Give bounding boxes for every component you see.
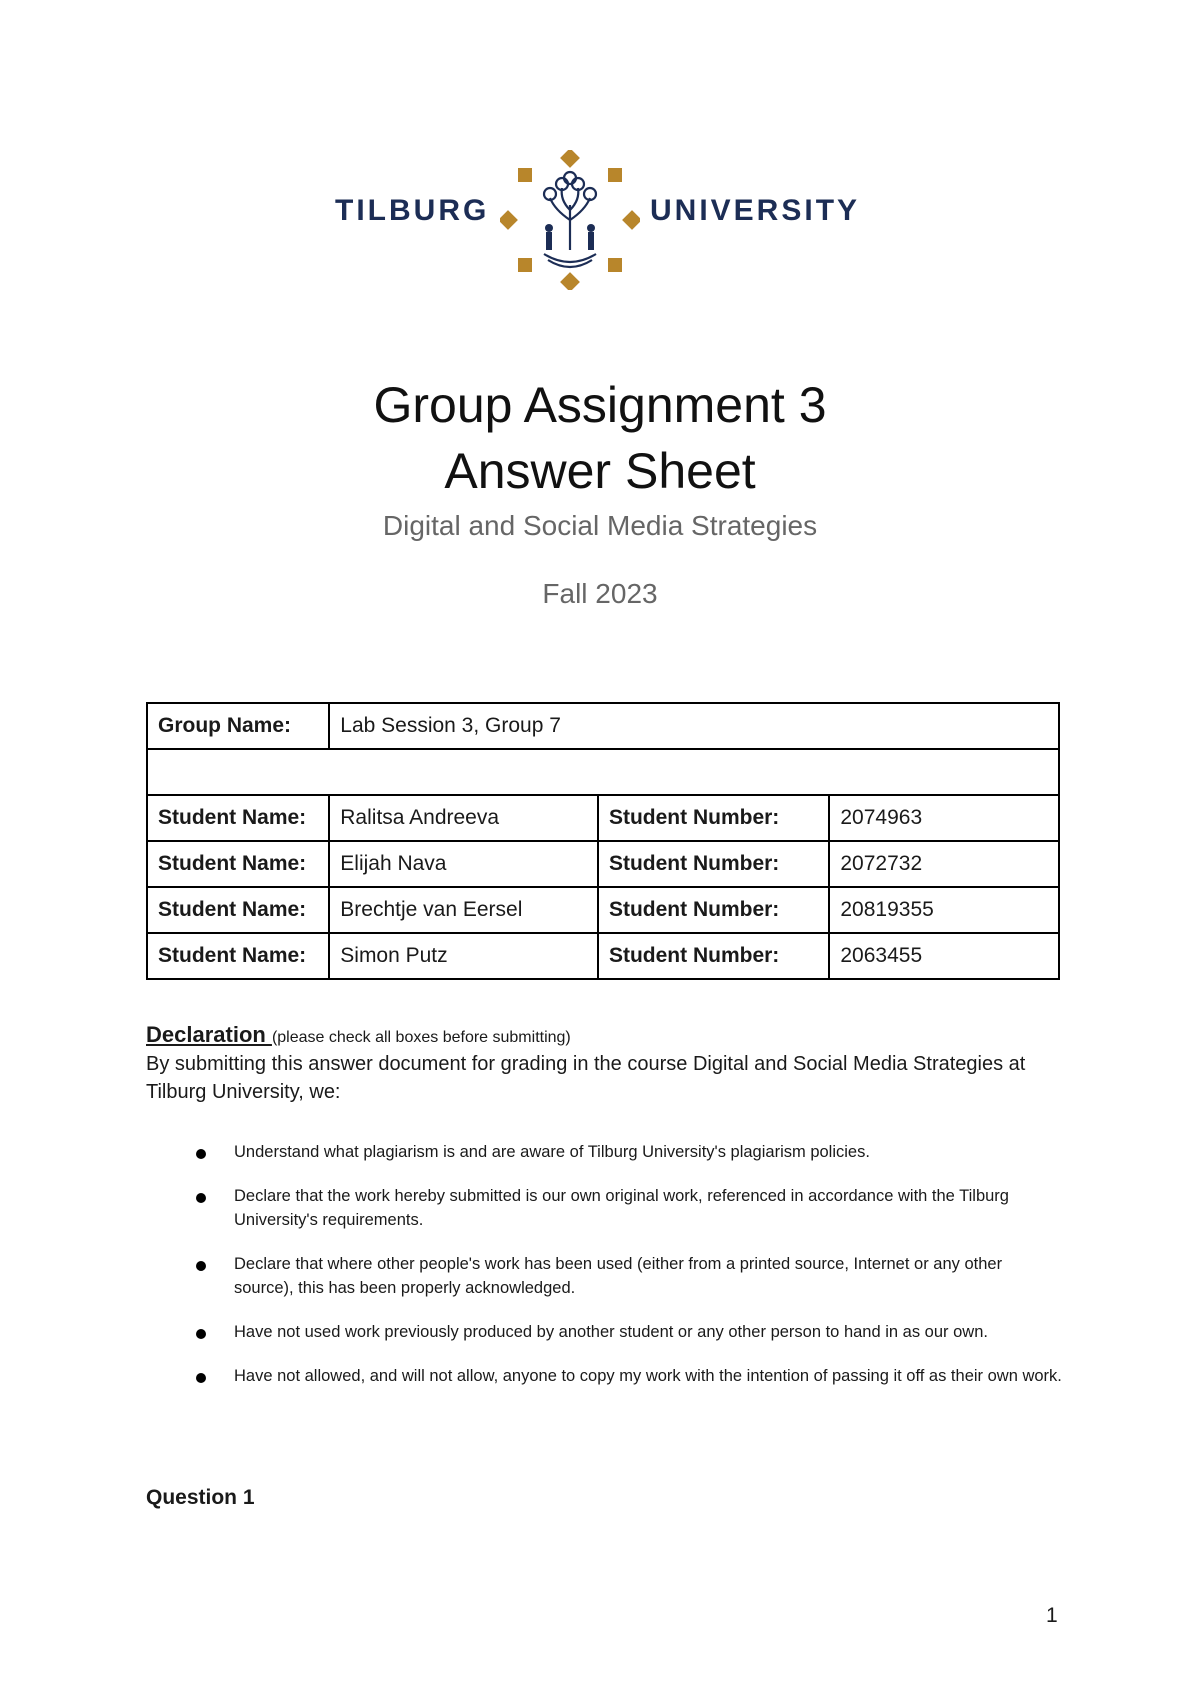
student-name-label: Student Name: <box>147 795 329 841</box>
student-number-label: Student Number: <box>598 841 829 887</box>
list-item-text: Have not allowed, and will not allow, anyone to copy my work with the intention of passing it off as their own work. <box>234 1367 1062 1385</box>
student-row <box>147 841 1059 887</box>
student-number-label: Student Number: <box>598 887 829 933</box>
declaration-intro: By submitting this answer document for grading in the course Digital and Social Media Strategies at Tilburg University, we: <box>146 1053 1026 1103</box>
student-number: 20819355 <box>829 887 1059 933</box>
student-name-label: Student Name: <box>147 887 329 933</box>
list-item <box>146 1252 1066 1300</box>
student-name: Brechtje van Eersel <box>329 887 598 933</box>
declaration-note: (please check all boxes before submitting) <box>271 1029 571 1046</box>
student-name: Ralitsa Andreeva <box>329 795 598 841</box>
spacer-row <box>147 749 1059 795</box>
document-title: Group Assignment 3 <box>373 377 827 433</box>
list-item-text: Understand what plagiarism is and are aware of Tilburg University's plagiarism policies. <box>234 1143 870 1161</box>
student-name-label: Student Name: <box>147 933 329 979</box>
university-seal-icon <box>500 150 640 290</box>
group-info-table <box>146 702 1060 980</box>
course-name: Digital and Social Media Strategies <box>382 510 818 541</box>
student-row <box>147 887 1059 933</box>
logo-left-word: TILBURG <box>335 194 490 227</box>
list-item-text: Declare that where other people's work has been used (either from a printed source, Internet or any other source), this has been properly acknowledged. <box>234 1255 1003 1297</box>
document-subtitle: Answer Sheet <box>444 443 756 499</box>
list-item <box>146 1140 1066 1164</box>
student-name: Elijah Nava <box>329 841 598 887</box>
declaration-heading: Declaration <box>146 1022 272 1047</box>
group-row <box>147 703 1059 749</box>
student-number: 2074963 <box>829 795 1059 841</box>
bullet-icon <box>196 1149 206 1159</box>
group-name-value: Lab Session 3, Group 7 <box>329 703 1059 749</box>
student-number-label: Student Number: <box>598 933 829 979</box>
bullet-icon <box>196 1193 206 1203</box>
student-name: Simon Putz <box>329 933 598 979</box>
student-number: 2072732 <box>829 841 1059 887</box>
student-row <box>147 795 1059 841</box>
student-row <box>147 933 1059 979</box>
declaration-list <box>146 1140 1066 1408</box>
list-item <box>146 1320 1066 1344</box>
page-number: 1 <box>1046 1604 1058 1627</box>
student-name-label: Student Name: <box>147 841 329 887</box>
student-number-label: Student Number: <box>598 795 829 841</box>
logo-right-word: UNIVERSITY <box>650 194 861 227</box>
list-item <box>146 1364 1066 1388</box>
question-heading: Question 1 <box>146 1486 255 1509</box>
group-name-label: Group Name: <box>147 703 329 749</box>
term: Fall 2023 <box>542 578 658 609</box>
bullet-icon <box>196 1373 206 1383</box>
list-item <box>146 1184 1066 1232</box>
list-item-text: Have not used work previously produced by another student or any other person to hand in as our own. <box>234 1323 988 1341</box>
student-number: 2063455 <box>829 933 1059 979</box>
bullet-icon <box>196 1329 206 1339</box>
university-logo <box>330 150 870 290</box>
empty-cell <box>147 749 1059 795</box>
declaration-header <box>146 1022 571 1048</box>
bullet-icon <box>196 1261 206 1271</box>
list-item-text: Declare that the work hereby submitted is our own original work, referenced in accordance with the Tilburg University's requirements. <box>234 1187 1009 1229</box>
